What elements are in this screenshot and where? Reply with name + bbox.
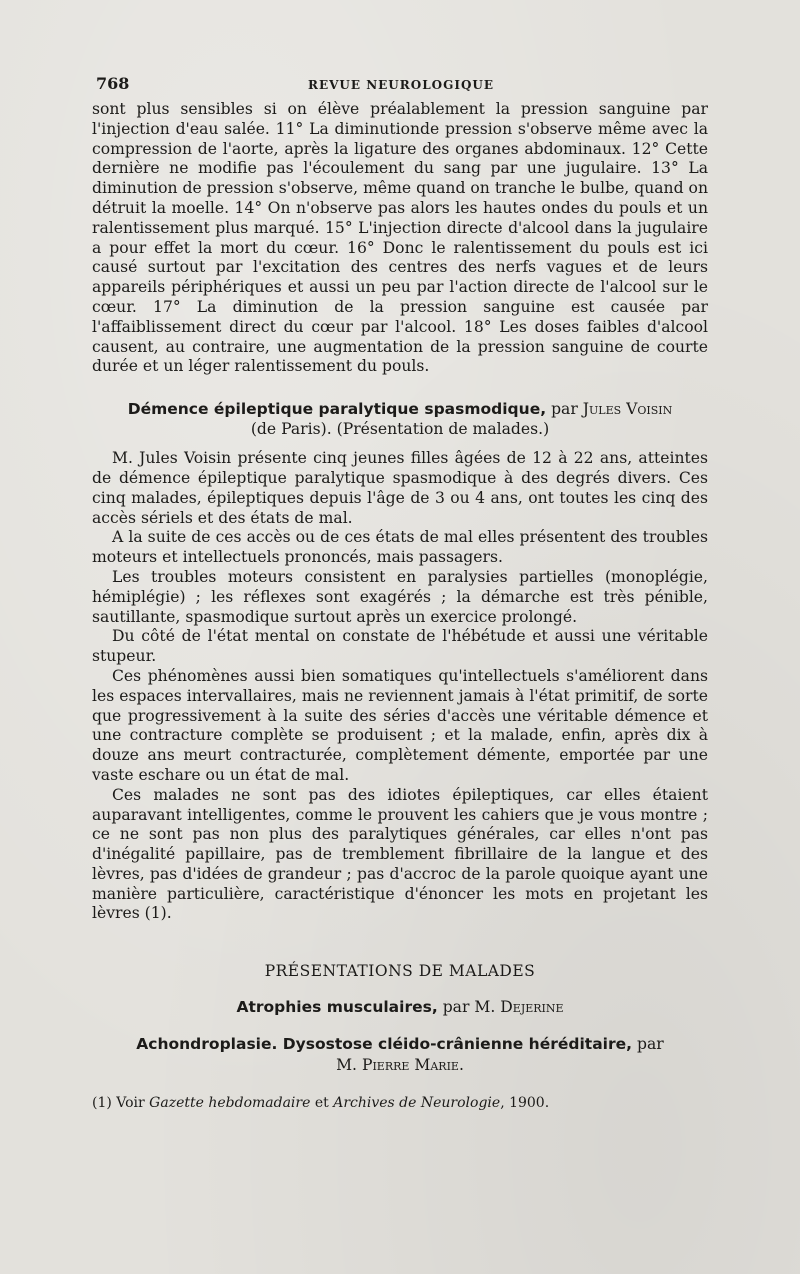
footnote-marker: (1) Voir [92, 1094, 145, 1111]
journal-title: REVUE NEUROLOGIQUE [307, 78, 495, 92]
entry-atrophies-author: Dejerine [500, 998, 564, 1017]
entry-atrophies [92, 998, 708, 1018]
body-paragraph-6: Ces malades ne sont pas des idiotes épileptiques, car elles étaient auparavant intelligentes, comme le prouvent les cahiers que je vous montre ; ce ne sont pas non plus des paralytiques générales, car elles n'ont pas d'inégalité papillaire, pas de tremblement fibrillaire de la langue et des lèvres, pas d'idées de grandeur ; pas d'accroc de la parole quoique ayant une manière particulière, caractéristique d'énoncer les mots en projetant les lèvres (1). [92, 785, 708, 923]
body-paragraph-1: M. Jules Voisin présente cinq jeunes filles âgées de 12 à 22 ans, atteintes de démence épileptique paralytique spasmodique à des degrés divers. Ces cinq malades, épileptiques depuis l'âge de 3 ou 4 ans, ont toutes les cinq des accès sériels et des états de mal. [92, 449, 708, 527]
body-paragraph-3: Les troubles moteurs consistent en paralysies partielles (monoplégie, hémiplégie) ; les réflexes sont exagérés ; la démarche est très pénible, sautillante, spasmodique surtout après un exercice prolongé. [92, 567, 708, 626]
footnote-ref-archives: Archives de Neurologie [333, 1094, 501, 1111]
footnote-ref-gazette: Gazette hebdomadaire [149, 1094, 311, 1111]
page-number: 768 [96, 74, 130, 93]
section-title: PRÉSENTATIONS DE MALADES [264, 962, 536, 981]
continued-paragraph: sont plus sensibles si on élève préalablement la pression sanguine par l'injection d'eau salée. 11° La diminutionde pression s'observe même avec la compression de l'aorte, après la ligature des organes abdominaux. 12° Cette dernière ne modifie pas l'écoulement du sang par une jugulaire. 13° La diminution de pression s'observe, même quand on tranche le bulbe, quand on détruit la moelle. 14° On n'observe pas alors les hautes ondes du pouls et un ralentissement plus marqué. 15° L'injection directe d'alcool dans la jugulaire a pour effet la mort du cœur. 16° Donc le ralentissement du pouls est ici causé surtout par l'excitation des centres des nerfs vagues et de leurs appareils périphériques et aussi un peu par l'action directe de l'alcool sur le cœur. 17° La diminution de la pression sanguine est causée par l'affaiblissement direct du cœur par l'alcool. 18° Les doses faibles d'alcool causent, au contraire, une augmentation de la pression sanguine de courte durée et un léger ralentissement du pouls. [92, 100, 708, 376]
footnote [92, 1094, 708, 1114]
article-subtitle: (de Paris). (Présentation de malades.) [250, 420, 550, 439]
entry-atrophies-par: par M. [442, 998, 496, 1017]
footnote-year: , 1900. [500, 1094, 550, 1111]
article-par: par [551, 400, 578, 419]
article-title: Démence épileptique paralytique spasmodique, [127, 400, 547, 419]
entry-achondroplasie [92, 1034, 708, 1076]
body-paragraph-4: Du côté de l'état mental on constate de l'hébétude et aussi une véritable stupeur. [92, 627, 708, 666]
running-head [96, 74, 706, 100]
entry-achondroplasie-par: par [636, 1034, 664, 1053]
entry-atrophies-title: Atrophies musculaires, [236, 998, 438, 1017]
page-content [92, 100, 708, 1114]
body-paragraph-2: A la suite de ces accès ou de ces états de mal elles présentent des troubles moteurs et intellectuels prononcés, mais passagers. [92, 528, 708, 567]
footnote-and: et [314, 1094, 329, 1111]
article-heading [92, 399, 708, 439]
entry-achondroplasie-author: M. Pierre Marie. [336, 1055, 464, 1074]
entry-achondroplasie-title: Achondroplasie. Dysostose cléido-crânienne héréditaire, [136, 1034, 633, 1053]
article-author: Jules Voisin [582, 400, 673, 419]
body-paragraph-5: Ces phénomènes aussi bien somatiques qu'intellectuels s'améliorent dans les espaces intervallaires, mais ne reviennent jamais à l'état primitif, de sorte que progressivement à la suite des séries d'accès une véritable démence et une contracture complète se produisent ; et la malade, enfin, après dix à douze ans meurt contracturée, complètement démente, emportée par une vaste eschare ou un état de mal. [92, 666, 708, 784]
